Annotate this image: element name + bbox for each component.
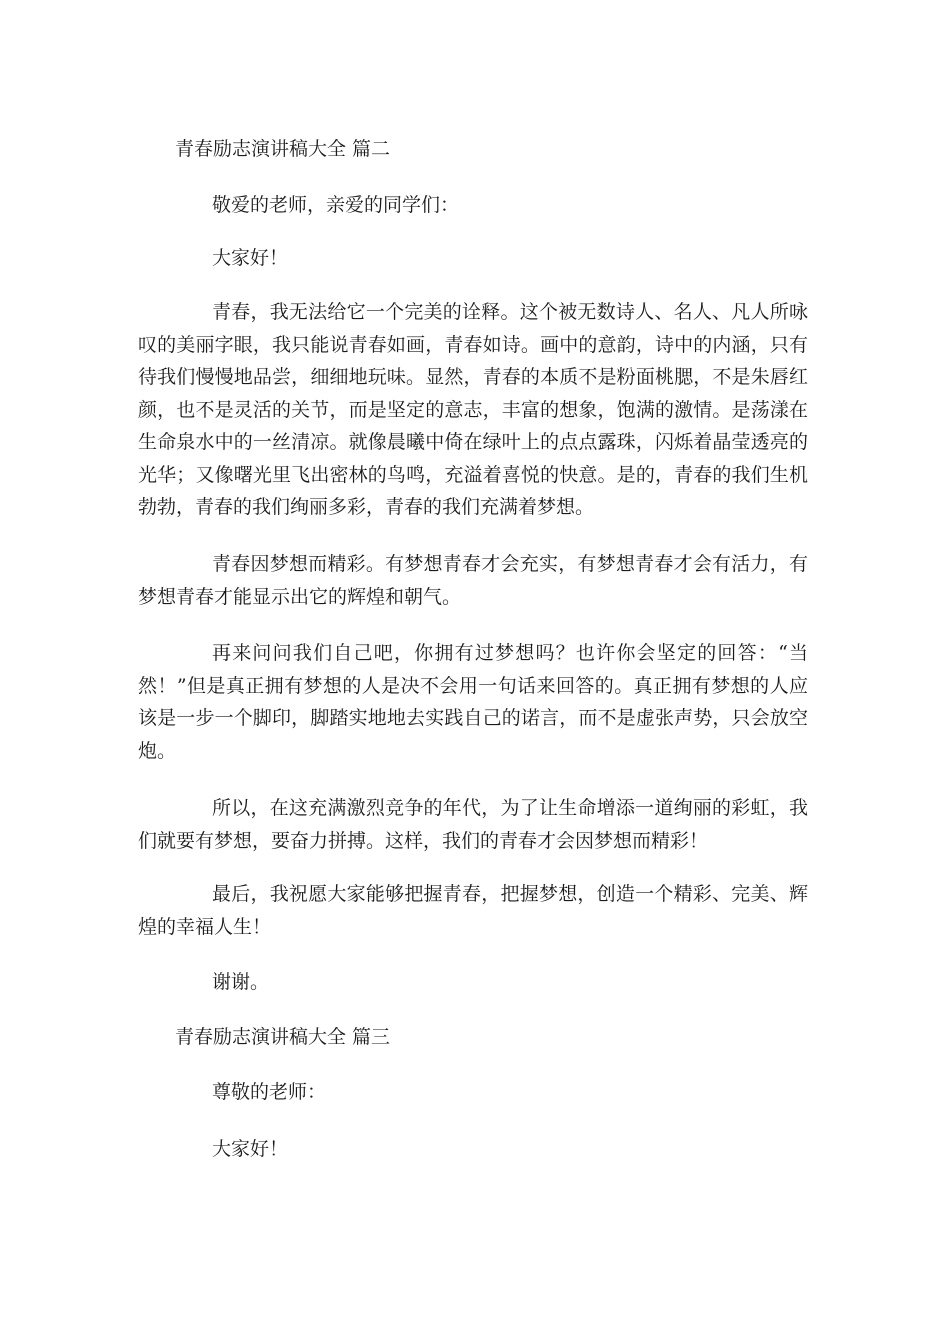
section2-heading: 青春励志演讲稿大全 篇二 — [175, 138, 391, 160]
section3-hello: 大家好！ — [212, 1138, 289, 1160]
section2-paragraph-1: 青春，我无法给它一个完美的诠释。这个被无数诗人、名人、凡人所咏叹的美丽字眼，我只能说青春如画，青春如诗。画中的意韵，诗中的内涵，只有待我们慢慢地品尝，细细地玩味。显然，青春的本质不是粉面桃腮，不是朱唇红颜，也不是灵活的关节，而是坚定的意志，丰富的想象，饱满的激情。是荡漾在生命泉水中的一丝清凉。就像晨曦中倚在绿叶上的点点露珠，闪烁着晶莹透亮的光华；又像曙光里飞出密林的鸟鸣，充溢着喜悦的快意。是的，青春的我们生机勃勃，青春的我们绚丽多彩，青春的我们充满着梦想。 — [138, 301, 808, 518]
section2-paragraph-3: 再来问问我们自己吧，你拥有过梦想吗？也许你会坚定的回答：“当然！”但是真正拥有梦想的人是决不会用一句话来回答的。真正拥有梦想的人应该是一步一个脚印，脚踏实地地去实践自己的诺言，而不是虚张声势，只会放空炮。 — [138, 642, 808, 762]
section2-paragraph-2: 青春因梦想而精彩。有梦想青春才会充实，有梦想青春才会有活力，有梦想青春才能显示出它的辉煌和朝气。 — [138, 553, 808, 608]
section3-greeting: 尊敬的老师： — [212, 1081, 327, 1103]
section2-paragraph-5: 最后，我祝愿大家能够把握青春，把握梦想，创造一个精彩、完美、辉煌的幸福人生！ — [138, 883, 808, 938]
section2-thanks: 谢谢。 — [212, 971, 270, 993]
section2-hello: 大家好！ — [212, 247, 289, 269]
section3-heading: 青春励志演讲稿大全 篇三 — [175, 1026, 391, 1048]
section2-greeting: 敬爱的老师，亲爱的同学们： — [212, 194, 460, 216]
section2-paragraph-4: 所以，在这充满激烈竞争的年代，为了让生命增添一道绚丽的彩虹，我们就要有梦想，要奋力拼搏。这样，我们的青春才会因梦想而精彩！ — [138, 797, 808, 852]
